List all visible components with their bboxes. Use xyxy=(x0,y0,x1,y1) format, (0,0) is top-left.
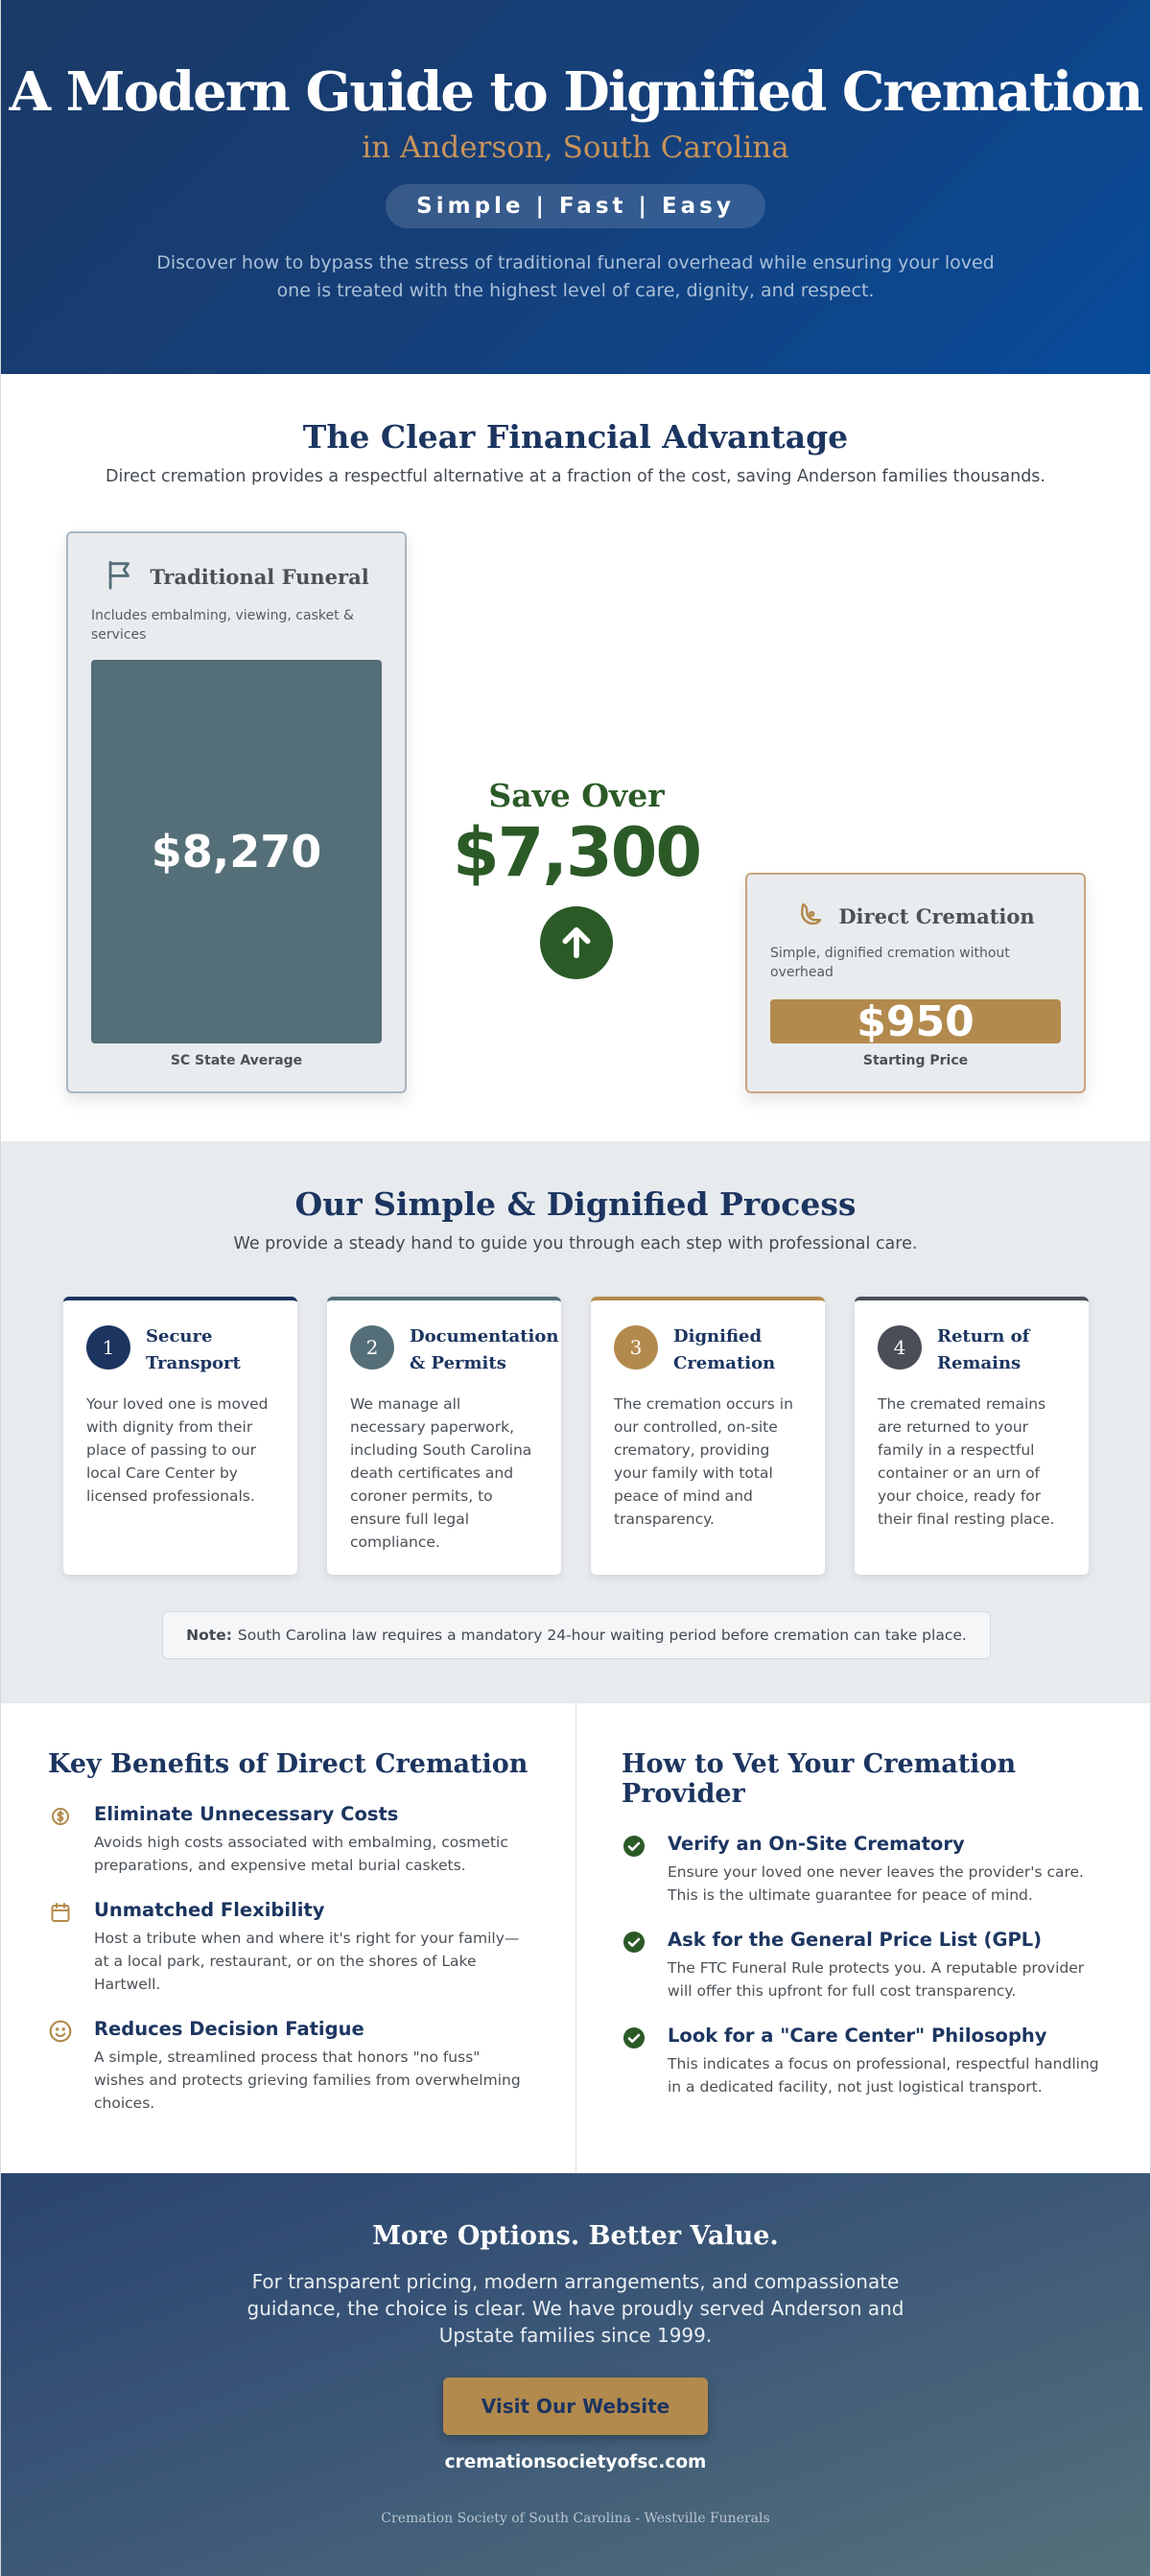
note-text: South Carolina law requires a mandatory 24-hour waiting period before cremation can take place. xyxy=(237,1627,967,1644)
step-number-badge: 1 xyxy=(86,1325,130,1370)
check-circle-icon xyxy=(622,1834,646,1859)
savings-label: Save Over xyxy=(488,777,665,814)
benefit-item xyxy=(48,1802,529,1877)
process-step-card xyxy=(855,1297,1089,1575)
benefits-column xyxy=(1,1703,576,2173)
flag-icon xyxy=(104,558,136,595)
cta-section xyxy=(1,2173,1150,2576)
visit-website-button[interactable]: Visit Our Website xyxy=(443,2377,708,2435)
benefit-title: Reduces Decision Fatigue xyxy=(94,2018,364,2040)
savings-amount: $7,300 xyxy=(452,813,701,892)
hero-title: A Modern Guide to Dignified Cremation xyxy=(9,60,1142,124)
step-number-badge: 4 xyxy=(878,1325,922,1370)
hero-description: Discover how to bypass the stress of traditional funeral overhead while ensuring your loved one is treated with the highest level of care, dignity, and respect. xyxy=(156,252,995,301)
vet-item-description: The FTC Funeral Rule protects you. A reputable provider will offer this upfront for full cost transparency. xyxy=(668,1959,1085,2000)
hero-tagline-badge: Simple | Fast | Easy xyxy=(386,184,765,228)
hero-subtitle: in Anderson, South Carolina xyxy=(362,130,789,165)
direct-card-footer: Starting Price xyxy=(862,1053,969,1068)
info-columns xyxy=(1,1703,1150,2173)
step-number-badge: 3 xyxy=(614,1325,658,1370)
direct-price-bar xyxy=(770,996,1061,1046)
vet-item-description: Ensure your loved one never leaves the provider's care. This is the ultimate guarantee for peace of mind. xyxy=(668,1863,1084,1904)
step-title: Return of Remains xyxy=(937,1326,1030,1373)
process-section xyxy=(1,1141,1150,1703)
process-step-card xyxy=(591,1297,825,1575)
direct-cremation-card xyxy=(745,873,1086,1093)
direct-card-header xyxy=(747,900,1084,932)
benefit-title: Eliminate Unnecessary Costs xyxy=(94,1803,399,1825)
direct-price: $950 xyxy=(857,996,975,1046)
coin-icon xyxy=(48,1804,73,1829)
benefit-item xyxy=(48,2017,529,2115)
process-subtitle: We provide a steady hand to guide you through each step with professional care. xyxy=(233,1234,918,1253)
note-label: Note: xyxy=(186,1627,232,1644)
step-description: We manage all necessary paperwork, including South Carolina death certificates and coroner permits, to ensure full legal compliance. xyxy=(350,1395,532,1551)
traditional-card-footer: SC State Average xyxy=(170,1053,303,1068)
traditional-card-description: Includes embalming, viewing, casket & services xyxy=(91,608,354,643)
calendar-icon xyxy=(48,1900,73,1925)
cta-title: More Options. Better Value. xyxy=(372,2221,779,2251)
vet-title: How to Vet Your Cremation Provider xyxy=(622,1749,1017,1809)
cta-text: For transparent pricing, modern arrangements, and compassionate guidance, the choice is clear. We have proudly served Anderson and Upstate families since 1999. xyxy=(247,2270,904,2347)
website-url-link[interactable]: cremationsocietyofsc.com xyxy=(444,2452,707,2472)
direct-card-description: Simple, dignified cremation without overhead xyxy=(770,946,1010,980)
footer-credit: Cremation Society of South Carolina - Westville Funerals xyxy=(381,2511,770,2526)
step-title: Secure Transport xyxy=(146,1326,241,1373)
benefits-title: Key Benefits of Direct Cremation xyxy=(48,1749,529,1779)
check-circle-icon xyxy=(622,2026,646,2050)
financial-section xyxy=(1,374,1150,1141)
vet-item xyxy=(622,1928,1104,2002)
arrow-up-icon xyxy=(540,906,613,979)
direct-card-name: Direct Cremation xyxy=(838,903,1035,928)
benefit-description: A simple, streamlined process that honors "no fuss" wishes and protects grieving families from overwhelming choices. xyxy=(94,2049,521,2112)
financial-subtitle: Direct cremation provides a respectful alternative at a fraction of the cost, saving Anderson families thousands. xyxy=(106,467,1045,486)
process-steps xyxy=(63,1297,1089,1575)
legal-note xyxy=(162,1611,991,1659)
financial-title: The Clear Financial Advantage xyxy=(302,418,849,456)
step-title: Documentation & Permits xyxy=(410,1326,559,1373)
benefit-item xyxy=(48,1898,529,1996)
traditional-price-bar xyxy=(91,660,382,1043)
traditional-price: $8,270 xyxy=(151,826,322,878)
step-title: Dignified Cremation xyxy=(673,1326,776,1373)
benefit-description: Avoids high costs associated with embalming, cosmetic preparations, and expensive metal burial caskets. xyxy=(94,1834,508,1874)
smile-icon xyxy=(48,2019,73,2044)
vet-item xyxy=(622,1832,1104,1907)
hero-section xyxy=(1,0,1150,374)
vet-item xyxy=(622,2024,1104,2098)
vet-item-title: Look for a "Care Center" Philosophy xyxy=(668,2025,1047,2047)
step-description: The cremated remains are returned to your family in a respectful container or an urn of your choice, ready for their final resting place. xyxy=(878,1395,1055,1528)
traditional-card-name: Traditional Funeral xyxy=(150,564,369,589)
savings-callout xyxy=(433,777,720,979)
vet-column xyxy=(576,1703,1150,2173)
dove-icon xyxy=(796,900,825,932)
process-step-card xyxy=(63,1297,297,1575)
vet-item-title: Ask for the General Price List (GPL) xyxy=(668,1929,1043,1951)
benefit-description: Host a tribute when and where it's right for your family—at a local park, restaurant, or on the shores of Lake Hartwell. xyxy=(94,1930,520,1993)
step-number-badge: 2 xyxy=(350,1325,394,1370)
traditional-card-header xyxy=(68,558,405,595)
vet-item-title: Verify an On-Site Crematory xyxy=(668,1833,965,1855)
step-description: Your loved one is moved with dignity from their place of passing to our local Care Center by licensed professionals. xyxy=(86,1395,269,1505)
benefit-title: Unmatched Flexibility xyxy=(94,1899,325,1921)
vet-item-description: This indicates a focus on professional, respectful handling in a dedicated facility, not just logistical transport. xyxy=(668,2055,1099,2096)
step-description: The cremation occurs in our controlled, on-site crematory, providing your family with total peace of mind and transparency. xyxy=(614,1395,793,1528)
check-circle-icon xyxy=(622,1930,646,1955)
traditional-funeral-card xyxy=(66,531,407,1093)
process-title: Our Simple & Dignified Process xyxy=(294,1185,857,1223)
process-step-card xyxy=(327,1297,561,1575)
